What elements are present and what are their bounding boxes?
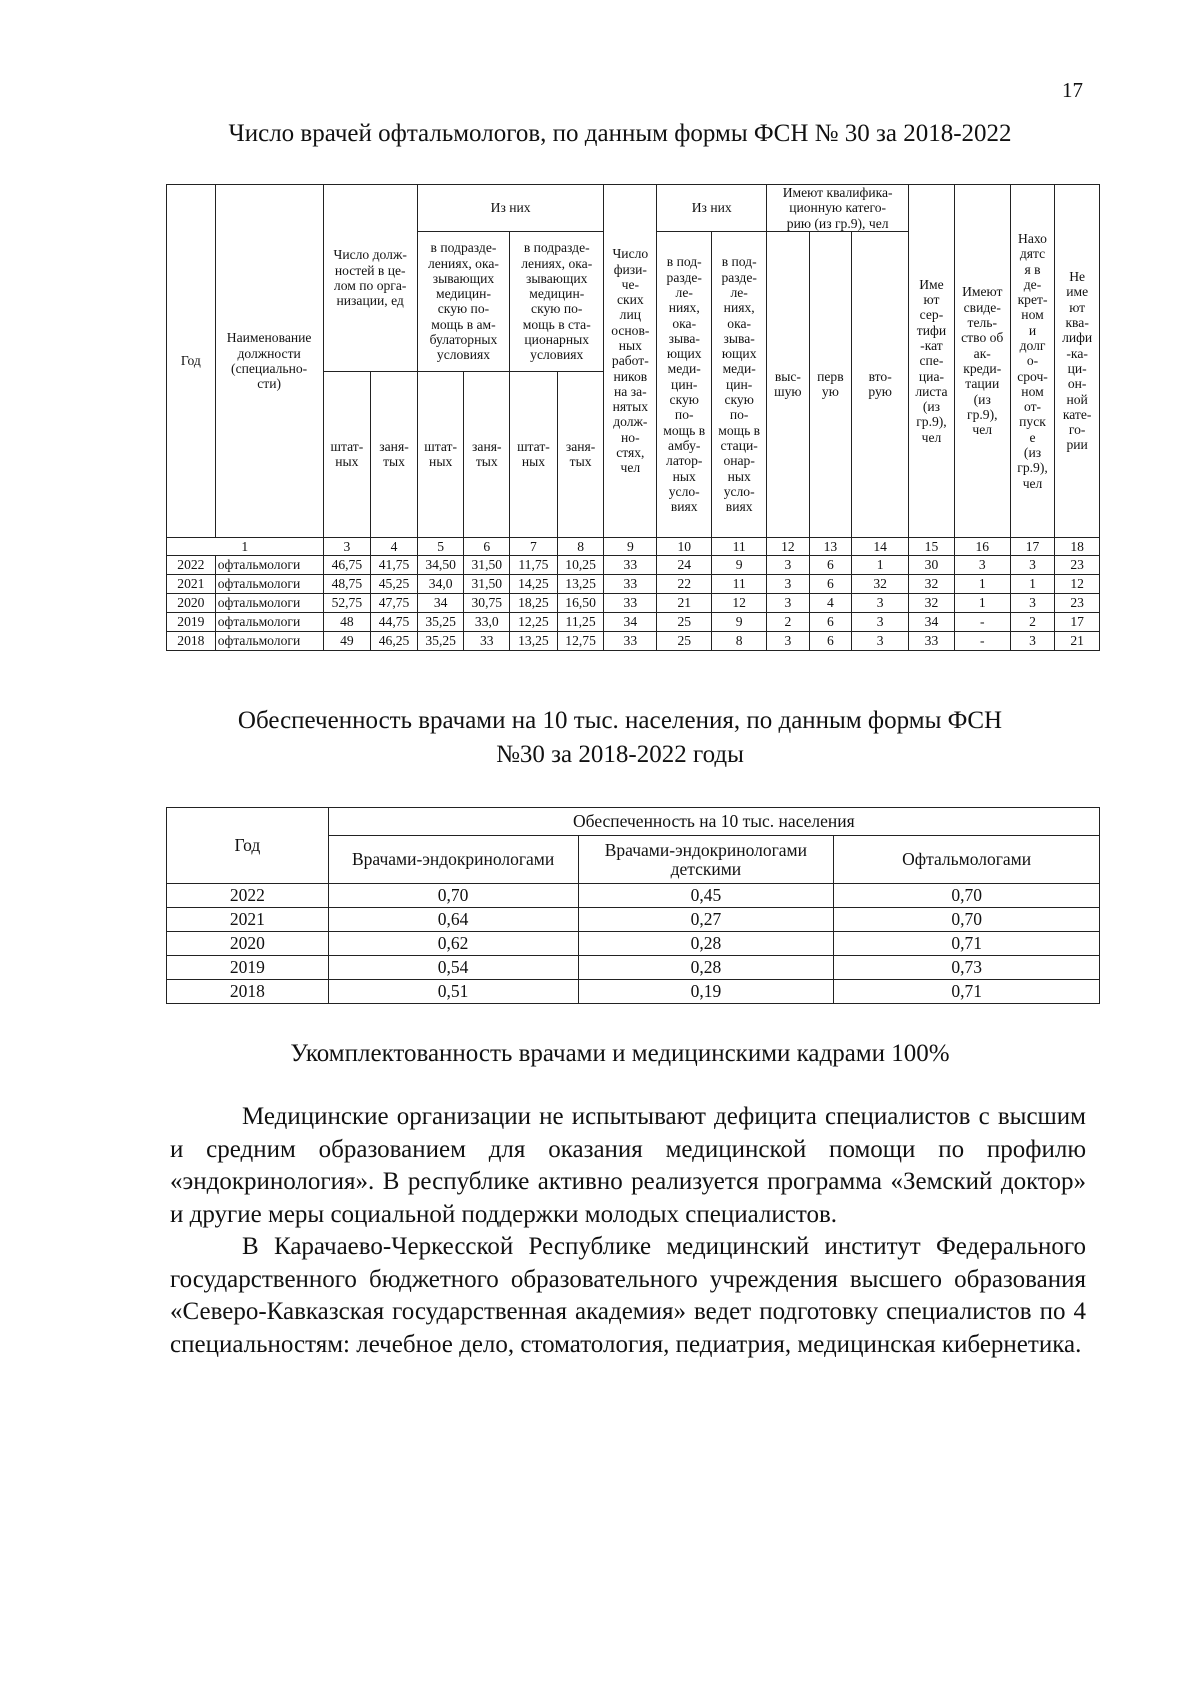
table-cell: 33 [909,631,955,650]
column-number: 7 [510,537,558,555]
table-cell: 2022 [167,555,216,574]
table-cell: 3 [852,612,909,631]
header-occupied: заня- тых [371,371,418,537]
table-cell: 2 [1010,612,1055,631]
table-cell: 1 [954,593,1010,612]
table-cell: 0,54 [328,956,578,980]
header-endocrinologists: Врачами-эндокринологами [328,836,578,884]
table-cell: 9 [712,612,767,631]
header-of-them-1: Из них [417,185,604,232]
column-number: 18 [1055,537,1100,555]
header-of-them-2: Из них [657,185,767,232]
header-persons: Число физи- че- ских лиц основ- ных работ- ников на за- нятых долж- но- стях, чел [604,185,657,538]
table-cell: 47,75 [371,593,418,612]
table-cell: 34 [604,612,657,631]
table-row [167,555,1100,574]
table-cell: 45,25 [371,574,418,593]
header-leave: Нахо дятс я в де- крет- ном и долг о- сроч- ном от- пуск е (из гр.9), чел [1010,185,1055,538]
provision-table [166,807,1100,1004]
table2-title-line1: Обеспеченность врачами на 10 тыс. населения, по данным формы ФСН [237,707,1003,734]
body-text [170,1101,1086,1361]
table-cell: 33 [464,631,510,650]
table-cell: 33 [604,555,657,574]
table-cell: офтальмологи [215,631,323,650]
table-cell: 2019 [167,956,329,980]
staffing-heading: Укомплектованность врачами и медицинскими кадрами 100% [290,1040,950,1067]
table-cell: 12 [1055,574,1100,593]
table-cell: 0,73 [834,956,1100,980]
table-cell: 11 [712,574,767,593]
table-row [167,574,1100,593]
table-cell: 0,45 [578,884,834,908]
table-cell: 2018 [167,980,329,1004]
table-cell: 1 [852,555,909,574]
header-inpatient: в подразде- лениях, ока- зывающих медицин- скую по- мощь в ста- ционарных условиях [510,231,604,371]
table-cell: 0,27 [578,908,834,932]
table-cell: 52,75 [323,593,371,612]
table-cell: 41,75 [371,555,418,574]
column-number: 17 [1010,537,1055,555]
header-ambulatory: в подразде- лениях, ока- зывающих медицин- скую по- мощь в ам- булаторных условиях [417,231,509,371]
table-cell: 6 [809,631,852,650]
table-cell: 6 [809,555,852,574]
column-number: 11 [712,537,767,555]
table-cell: офтальмологи [215,555,323,574]
table-cell: 32 [909,593,955,612]
table-cell: 30 [909,555,955,574]
column-number: 4 [371,537,418,555]
table-row [167,908,1100,932]
table-cell: 4 [809,593,852,612]
table-cell: 0,19 [578,980,834,1004]
table-row [167,593,1100,612]
table-cell: 3 [1010,555,1055,574]
table-cell: офтальмологи [215,593,323,612]
table-row [167,631,1100,650]
table-cell: 2 [767,612,810,631]
table-cell: 2019 [167,612,216,631]
table-cell: 9 [712,555,767,574]
header-q-second: вто- рую [852,231,909,537]
table-cell: 14,25 [510,574,558,593]
table-cell: 10,25 [557,555,604,574]
table-cell: 11,25 [557,612,604,631]
table-cell: 13,25 [510,631,558,650]
table-row [167,956,1100,980]
table-cell: 0,71 [834,980,1100,1004]
header-child-endocrinologists: Врачами-эндокринологами детскими [578,836,834,884]
table-cell: 23 [1055,593,1100,612]
table-cell: 6 [809,612,852,631]
table-cell: 21 [1055,631,1100,650]
table-cell: 0,51 [328,980,578,1004]
table-cell: 2018 [167,631,216,650]
table-cell: 31,50 [464,555,510,574]
table-cell: 48,75 [323,574,371,593]
table-cell: 2020 [167,593,216,612]
table-cell: 0,70 [328,884,578,908]
table-cell: - [954,612,1010,631]
table-cell: 0,64 [328,908,578,932]
table-cell: 35,25 [417,612,464,631]
table-cell: 3 [852,631,909,650]
table-cell: 6 [809,574,852,593]
header-q-highest: выс- шую [767,231,810,537]
paragraph: В Карачаево-Черкесской Республике медицинский институт Федерального государственного бюджетного образовательного учреждения высшего образования «Северо-Кавказская государственная академия» ведет подготовку специалистов по 4 специальностям: лечебное дело, стоматология, педиатрия, медицинская кибернетика. [170,1233,1086,1358]
table-cell: 12,75 [557,631,604,650]
table-cell: 12,25 [510,612,558,631]
table-cell: 2021 [167,574,216,593]
table1-title: Число врачей офтальмологов, по данным формы ФСН № 30 за 2018-2022 [228,120,1012,147]
table-cell: 34,50 [417,555,464,574]
header-certificate: Име ют сер- тифи -кат спе- циа- листа (из гр.9), чел [909,185,955,538]
column-number: 9 [604,537,657,555]
table-cell: 30,75 [464,593,510,612]
column-number: 13 [809,537,852,555]
table-cell: 2021 [167,908,329,932]
table-cell: 33 [604,593,657,612]
page-number: 17 [1062,78,1083,102]
column-number: 16 [954,537,1010,555]
table-cell: 31,50 [464,574,510,593]
table-cell: 18,25 [510,593,558,612]
table-cell: 0,28 [578,932,834,956]
table1-body [167,555,1100,650]
column-number: 6 [464,537,510,555]
table-cell: 3 [852,593,909,612]
table-cell: 2022 [167,884,329,908]
table-cell: 1 [954,574,1010,593]
header-occupied: заня- тых [464,371,510,537]
table-cell: 0,28 [578,956,834,980]
table-cell: 24 [657,555,712,574]
table-cell: 0,70 [834,884,1100,908]
table-row [167,884,1100,908]
table-cell: 46,25 [371,631,418,650]
table-cell: 34,0 [417,574,464,593]
table-cell: 22 [657,574,712,593]
table-cell: 3 [767,631,810,650]
header-position: Наименование должности (специально- сти) [215,185,323,538]
table-cell: 33,0 [464,612,510,631]
table-cell: офтальмологи [215,612,323,631]
header-staff: штат- ных [417,371,464,537]
table-cell: 3 [767,555,810,574]
table-cell: 12 [712,593,767,612]
table-cell: 0,71 [834,932,1100,956]
header-persons-inpatient: в под- разде- ле- ниях, ока- зыва- ющих меди- цин- скую по- мощь в стаци- онар- ных усло- виях [712,231,767,537]
column-number: 12 [767,537,810,555]
table-cell: 34 [417,593,464,612]
header-posts-total: Число долж- ностей в це- лом по орга- низации, ед [323,185,417,372]
table-cell: 44,75 [371,612,418,631]
column-number: 1 [167,537,324,555]
table2-title [150,704,1090,772]
column-number: 10 [657,537,712,555]
column-number: 3 [323,537,371,555]
table-cell: 25 [657,631,712,650]
table-cell: 11,75 [510,555,558,574]
column-number: 15 [909,537,955,555]
table-row [167,980,1100,1004]
table-cell: 21 [657,593,712,612]
table-cell: 32 [909,574,955,593]
table-row [167,612,1100,631]
table-cell: 49 [323,631,371,650]
table-cell: 3 [767,593,810,612]
table-cell: 8 [712,631,767,650]
header-accreditation: Имеют свиде- тель- ство об ак- креди- тации (из гр.9), чел [954,185,1010,538]
table-cell: офтальмологи [215,574,323,593]
table-cell: 48 [323,612,371,631]
table-cell: 3 [954,555,1010,574]
table-cell: 0,70 [834,908,1100,932]
table-row [167,932,1100,956]
ophthalmologists-table [166,184,1100,651]
table-cell: 33 [604,631,657,650]
table-cell: 3 [767,574,810,593]
table-cell: 46,75 [323,555,371,574]
table-cell: 32 [852,574,909,593]
table-cell: 25 [657,612,712,631]
header-staff: штат- ных [323,371,371,537]
table-cell: 17 [1055,612,1100,631]
table-cell: 1 [1010,574,1055,593]
paragraph: Медицинские организации не испытывают дефицита специалистов с высшим и средним образованием для оказания медицинской помощи по профилю «эндокринология». В республике активно реализуется программа «Земский доктор» и другие меры социальной поддержки молодых специалистов. [170,1103,1086,1228]
header-year: Год [167,808,329,884]
table-cell: 33 [604,574,657,593]
header-ophthalmologists: Офтальмологами [834,836,1100,884]
table-cell: 35,25 [417,631,464,650]
column-number: 5 [417,537,464,555]
header-staff: штат- ных [510,371,558,537]
table-cell: 3 [1010,631,1055,650]
table-cell: 16,50 [557,593,604,612]
table-cell: 2020 [167,932,329,956]
table-cell: 13,25 [557,574,604,593]
table2-body [167,884,1100,1004]
table-cell: 3 [1010,593,1055,612]
table2-title-line2: №30 за 2018-2022 годы [496,741,744,768]
column-number: 14 [852,537,909,555]
header-occupied: заня- тых [557,371,604,537]
header-persons-ambulatory: в под- разде- ле- ниях, ока- зыва- ющих меди- цин- скую по- мощь в амбу- латор- ных усло- виях [657,231,712,537]
table-cell: - [954,631,1010,650]
header-no-category: Не име ют ква- лифи -ка- ци- он- ной кате- го- рии [1055,185,1100,538]
table-cell: 0,62 [328,932,578,956]
column-number: 8 [557,537,604,555]
header-q-first: перв ую [809,231,852,537]
header-year: Год [167,185,216,538]
table-cell: 23 [1055,555,1100,574]
header-provision: Обеспеченность на 10 тыс. населения [328,808,1099,836]
table-cell: 34 [909,612,955,631]
header-qualification: Имеют квалифика- ционную катего- рию (из гр.9), чел [767,185,909,232]
